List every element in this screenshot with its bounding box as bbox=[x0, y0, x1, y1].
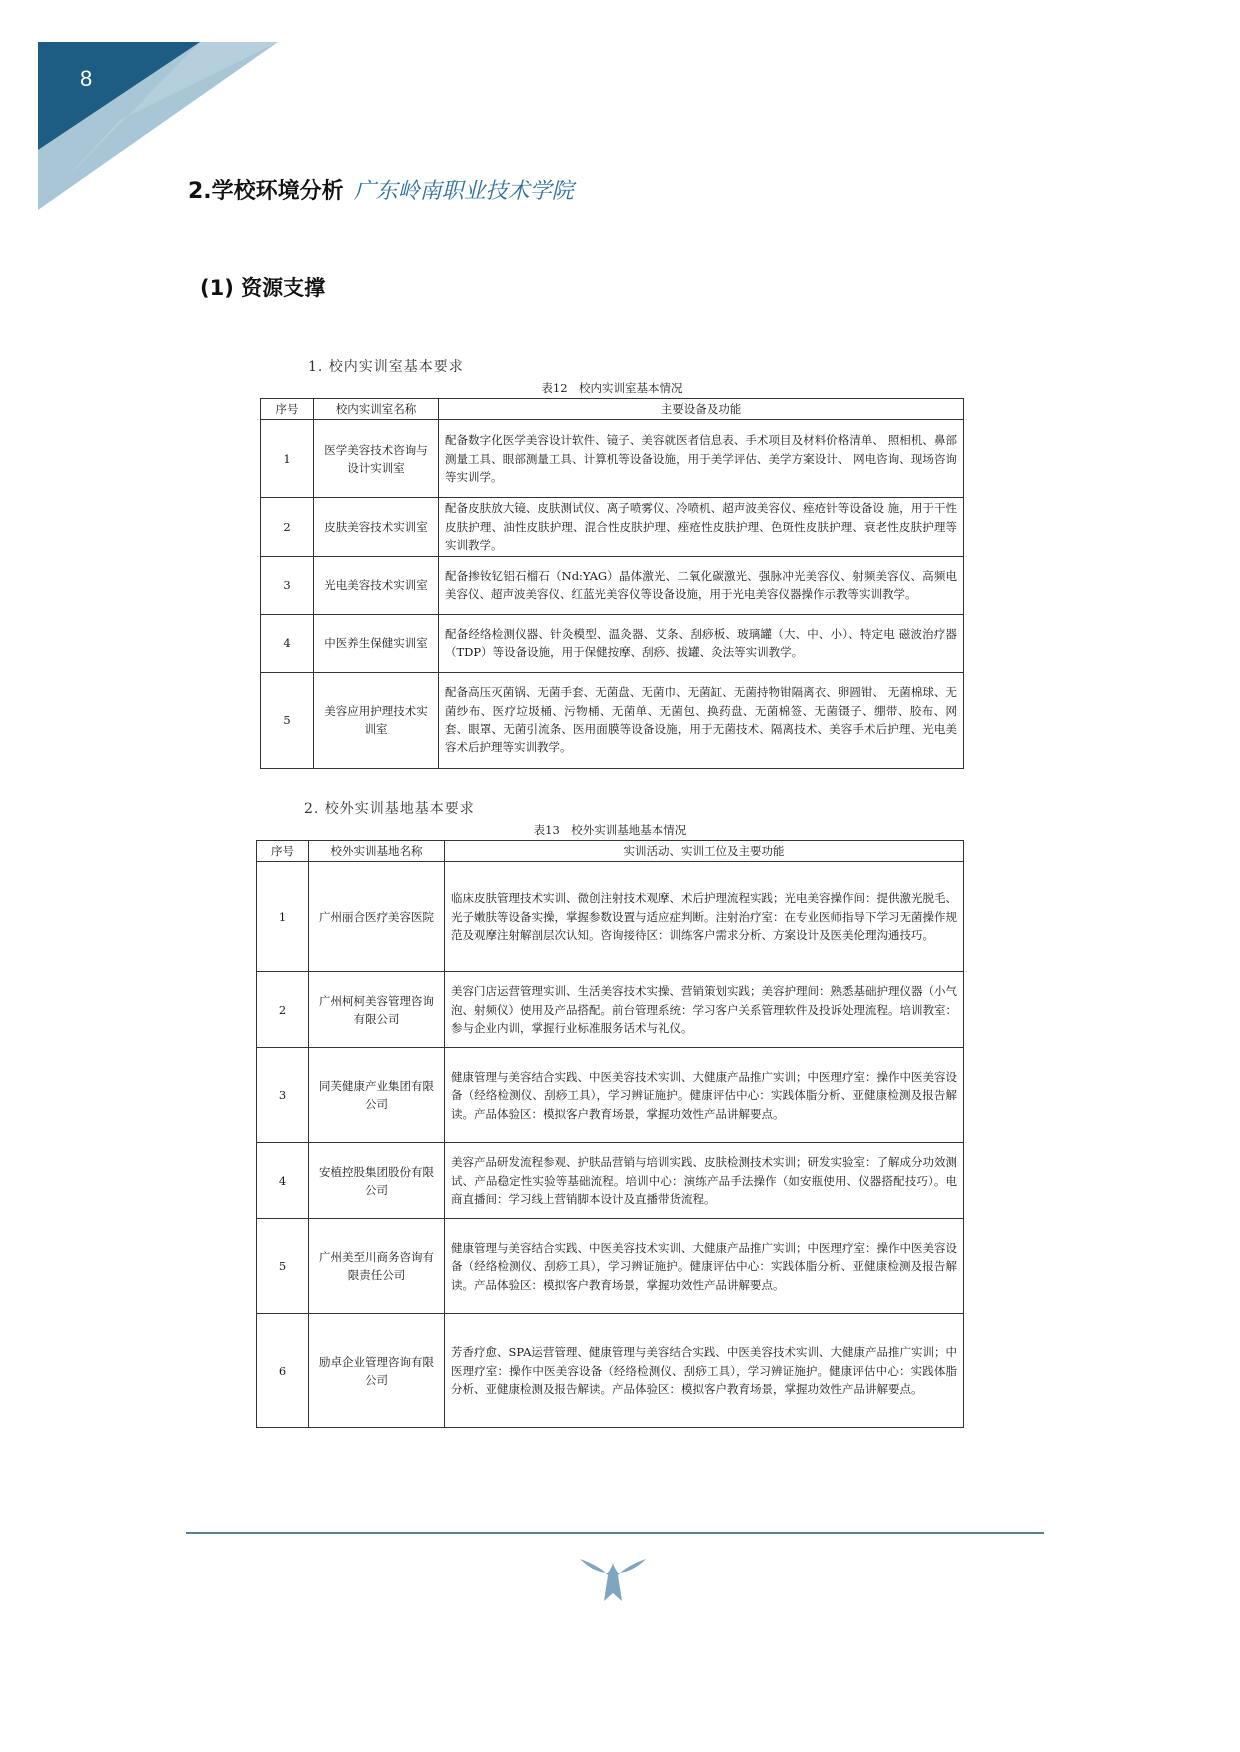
row-number: 1 bbox=[257, 862, 309, 972]
base-name: 广州柯柯美容管理咨询有限公司 bbox=[309, 972, 445, 1048]
lab-description: 配备数字化医学美容设计软件、镜子、美容就医者信息表、手术项目及材料价格清单、 照相机、鼻部测量工具、眼部测量工具、计算机等设备设施，用于美学评估、美学方案设计、 网电咨询、现场咨询等实训学。 bbox=[439, 420, 964, 498]
table13-caption: 表13 校外实训基地基本情况 bbox=[533, 823, 687, 837]
column-header: 校内实训室名称 bbox=[314, 399, 439, 420]
table-row bbox=[257, 1143, 964, 1219]
section-heading-text: 2.学校环境分析 bbox=[188, 179, 344, 204]
row-number: 4 bbox=[261, 614, 314, 672]
table12-caption: 表12 校内实训室基本情况 bbox=[541, 381, 683, 395]
base-description: 健康管理与美容结合实践、中医美容技术实训、大健康产品推广实训；中医理疗室：操作中医美容设备（经络检测仪、刮痧工具），学习辨证施护。健康评估中心：实践体脂分析、亚健康检测及报告解读。产品体验区：模拟客户教育场景，掌握功效性产品讲解要点。 bbox=[445, 1048, 964, 1143]
table13 bbox=[256, 840, 964, 1428]
lab-description: 配备经络检测仪器、针灸模型、温灸器、艾条、刮痧板、玻璃罐（大、中、小）、特定电 磁波治疗器（TDP）等设备设施，用于保健按摩、刮痧、拔罐、灸法等实训教学。 bbox=[439, 614, 964, 672]
lab-name: 皮肤美容技术实训室 bbox=[314, 498, 439, 556]
lab-description: 配备掺钕钇铝石榴石（Nd:YAG）晶体激光、二氧化碳激光、强脉冲光美容仪、射频美容仪、高频电美容仪、超声波美容仪、红蓝光美容仪等设备设施，用于光电美容仪器操作示教等实训教学。 bbox=[439, 556, 964, 614]
table-row bbox=[257, 972, 964, 1048]
base-description: 美容门店运营管理实训、生活美容技术实操、营销策划实践；美容护理间：熟悉基础护理仪器（小气泡、射频仪）使用及产品搭配。前台管理系统：学习客户关系管理软件及投诉处理流程。培训教室：参与企业内训，掌握行业标准服务话术与礼仪。 bbox=[445, 972, 964, 1048]
row-number: 1 bbox=[261, 420, 314, 498]
school-name: 广东岭南职业技术学院 bbox=[353, 179, 574, 204]
base-description: 美容产品研发流程参观、护肤品营销与培训实践、皮肤检测技术实训；研发实验室：了解成分功效测试、产品稳定性实验等基础流程。培训中心：演练产品手法操作（如安瓶使用、仪器搭配技巧）。电商直播间：学习线上营销脚本设计及直播带货流程。 bbox=[445, 1143, 964, 1219]
on-campus-title: 1. 校内实训室基本要求 bbox=[308, 359, 464, 375]
table-row bbox=[257, 1219, 964, 1314]
column-header: 序号 bbox=[257, 841, 309, 862]
table-row bbox=[257, 862, 964, 972]
table-row bbox=[261, 614, 964, 672]
row-number: 2 bbox=[261, 498, 314, 556]
base-description: 芳香疗愈、SPA运营管理、健康管理与美容结合实践、中医美容技术实训、大健康产品推广实训；中医理疗室：操作中医美容设备（经络检测仪、刮痧工具），学习辨证施护。健康评估中心：实践体脂分析、亚健康检测及报告解读。产品体验区：模拟客户教育场景，掌握功效性产品讲解要点。 bbox=[445, 1314, 964, 1428]
base-description: 健康管理与美容结合实践、中医美容技术实训、大健康产品推广实训；中医理疗室：操作中医美容设备（经络检测仪、刮痧工具），学习辨证施护。健康评估中心：实践体脂分析、亚健康检测及报告解读。产品体验区：模拟客户教育场景，掌握功效性产品讲解要点。 bbox=[445, 1219, 964, 1314]
row-number: 5 bbox=[261, 672, 314, 768]
off-campus-block bbox=[256, 798, 964, 1428]
section-heading bbox=[188, 174, 574, 205]
sub-heading: (1) 资源支撑 bbox=[200, 276, 326, 300]
column-header: 主要设备及功能 bbox=[439, 399, 964, 420]
row-number: 4 bbox=[257, 1143, 309, 1219]
swallow-tail-logo-icon bbox=[578, 1553, 648, 1605]
table-header-row bbox=[261, 399, 964, 420]
row-number: 3 bbox=[261, 556, 314, 614]
column-header: 实训活动、实训工位及主要功能 bbox=[445, 841, 964, 862]
lab-name: 光电美容技术实训室 bbox=[314, 556, 439, 614]
lab-name: 美容应用护理技术实训室 bbox=[314, 672, 439, 768]
column-header: 序号 bbox=[261, 399, 314, 420]
row-number: 6 bbox=[257, 1314, 309, 1428]
table12 bbox=[260, 398, 964, 769]
table-row bbox=[257, 1314, 964, 1428]
lab-description: 配备高压灭菌锅、无菌手套、无菌盘、无菌巾、无菌缸、无菌持物钳隔离衣、卵圆钳、 无菌棉球、无菌纱布、医疗垃圾桶、污物桶、无菌单、无菌包、换药盘、无菌棉签、无菌镊子、绷带、胶布、网套、眼罩、无菌引流条、医用面膜等设备设施，用于无菌技术、隔离技术、美容手术后护理、光电美容术后护理等实训教学。 bbox=[439, 672, 964, 768]
table-header-row bbox=[257, 841, 964, 862]
lab-name: 医学美容技术咨询与设计实训室 bbox=[314, 420, 439, 498]
page-number: 8 bbox=[80, 66, 93, 91]
base-name: 广州美至川商务咨询有限责任公司 bbox=[309, 1219, 445, 1314]
base-name: 励卓企业管理咨询有限公司 bbox=[309, 1314, 445, 1428]
table-row bbox=[261, 498, 964, 556]
on-campus-block bbox=[260, 356, 964, 769]
row-number: 2 bbox=[257, 972, 309, 1048]
lab-description: 配备皮肤放大镜、皮肤测试仪、离子喷雾仪、冷喷机、超声波美容仪、痤疮针等设备设 施，用于干性皮肤护理、油性皮肤护理、混合性皮肤护理、痤疮性皮肤护理、色斑性皮肤护理、衰老性皮肤护理等实训教学。 bbox=[439, 498, 964, 556]
row-number: 5 bbox=[257, 1219, 309, 1314]
base-name: 广州丽合医疗美容医院 bbox=[309, 862, 445, 972]
off-campus-title: 2. 校外实训基地基本要求 bbox=[304, 801, 475, 817]
table-row bbox=[261, 420, 964, 498]
table-row bbox=[261, 556, 964, 614]
column-header: 校外实训基地名称 bbox=[309, 841, 445, 862]
base-name: 同芙健康产业集团有限公司 bbox=[309, 1048, 445, 1143]
footer-divider bbox=[186, 1532, 1044, 1534]
table-row bbox=[257, 1048, 964, 1143]
lab-name: 中医养生保健实训室 bbox=[314, 614, 439, 672]
base-name: 安植控股集团股份有限公司 bbox=[309, 1143, 445, 1219]
base-description: 临床皮肤管理技术实训、微创注射技术观摩、术后护理流程实践；光电美容操作间：提供激光脱毛、光子嫩肤等设备实操，掌握参数设置与适应症判断。注射治疗室：在专业医师指导下学习无菌操作规范及观摩注射解剖层次认知。咨询接待区：训练客户需求分析、方案设计及医美伦理沟通技巧。 bbox=[445, 862, 964, 972]
table-row bbox=[261, 672, 964, 768]
row-number: 3 bbox=[257, 1048, 309, 1143]
